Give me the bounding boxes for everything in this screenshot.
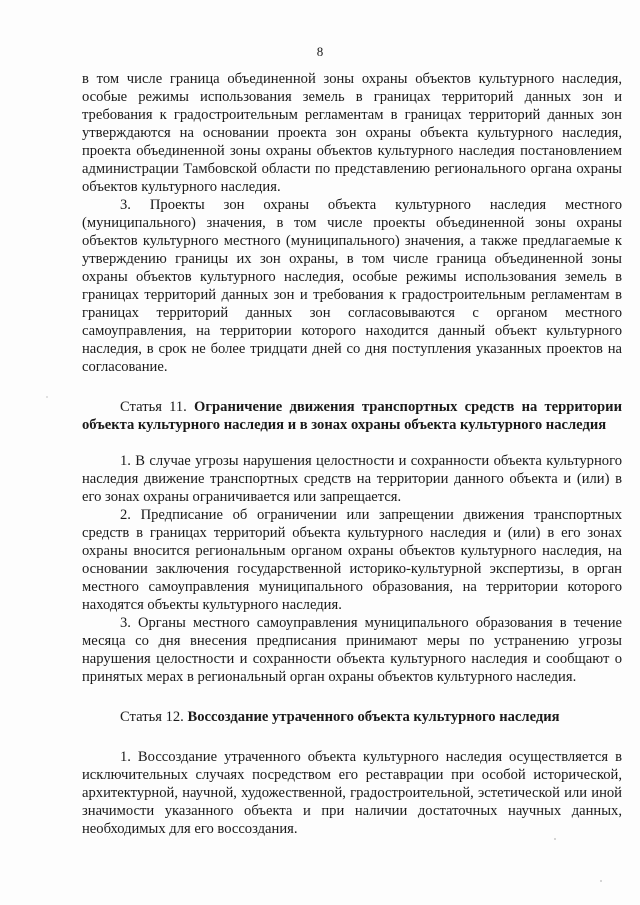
article-12-prefix: Статья 12.	[120, 709, 184, 725]
article-11-heading	[82, 398, 622, 434]
article-11-paragraph-3: 3. Органы местного самоуправления муниципального образования в течение месяца со дня внесения предписания принимают меры по устранению угрозы нарушения целостности и сохранности объекта культурного наследия и сообщают о принятых мерах в региональный орган охраны объектов культурного наследия.	[82, 615, 622, 685]
paragraph-3: 3. Проекты зон охраны объекта культурного наследия местного (муниципального) значения, в том числе проекты объединенной зоны охраны объектов культурного местного (муниципального) значения, а также предлагаемые к утверждению границы их зон охраны, в том числе граница объединенной зоны охраны объектов культурного наследия, особые режимы использования земель в границах территорий данных зон и требования к градостроительным регламентам в границах территорий данных зон согласовываются с органом местного самоуправления, на территории которого находится данный объект культурного наследия, в срок не более тридцати дней со дня поступления указанных проектов на согласование.	[82, 197, 622, 375]
document-body	[82, 70, 622, 838]
scan-speck	[554, 838, 556, 840]
spacer	[82, 686, 622, 708]
article-11-paragraph-1: 1. В случае угрозы нарушения целостности и сохранности объекта культурного наследия движение транспортных средств на территории данного объекта и (или) в его зонах охраны ограничивается или запрещается.	[82, 453, 622, 505]
spacer	[82, 376, 622, 398]
scan-speck	[46, 396, 48, 398]
article-11-prefix: Статья 11.	[120, 399, 187, 415]
paragraph-continuation: в том числе граница объединенной зоны охраны объектов культурного наследия, особые режимы использования земель в границах территорий данных зон и требования к градостроительным регламентам в границах территорий данных зон утверждаются на основании проекта зон охраны объекта культурного наследия, проекта объединенной зоны охраны объектов культурного наследия постановлением администрации Тамбовской области по представлению регионального органа охраны объектов культурного наследия.	[82, 71, 622, 195]
article-12-paragraph-1: 1. Воссоздание утраченного объекта культурного наследия осуществляется в исключительных случаях посредством его реставрации при особой исторической, архитектурной, научной, художественной, градостроительной, эстетической или иной значимости указанного объекта и при наличии достаточных научных данных, необходимых для его воссоздания.	[82, 749, 622, 837]
spacer	[82, 726, 622, 748]
article-11-title: Ограничение движения транспортных средств на территории объекта культурного наследия и в зонах охраны объекта культурного наследия	[82, 399, 622, 433]
article-12-title: Воссоздание утраченного объекта культурного наследия	[187, 709, 560, 725]
article-11-paragraph-2: 2. Предписание об ограничении или запрещении движения транспортных средств в границах территорий объекта культурного наследия и (или) в его зонах охраны вносится региональным органом охраны объектов культурного наследия, на основании заключения государственной историко-культурной экспертизы, в орган местного самоуправления муниципального образования, на территории которого находятся объекты культурного наследия.	[82, 507, 622, 613]
scan-speck	[600, 880, 602, 882]
spacer	[82, 434, 622, 452]
page-number: 8	[316, 44, 324, 59]
article-12-heading	[82, 708, 622, 726]
